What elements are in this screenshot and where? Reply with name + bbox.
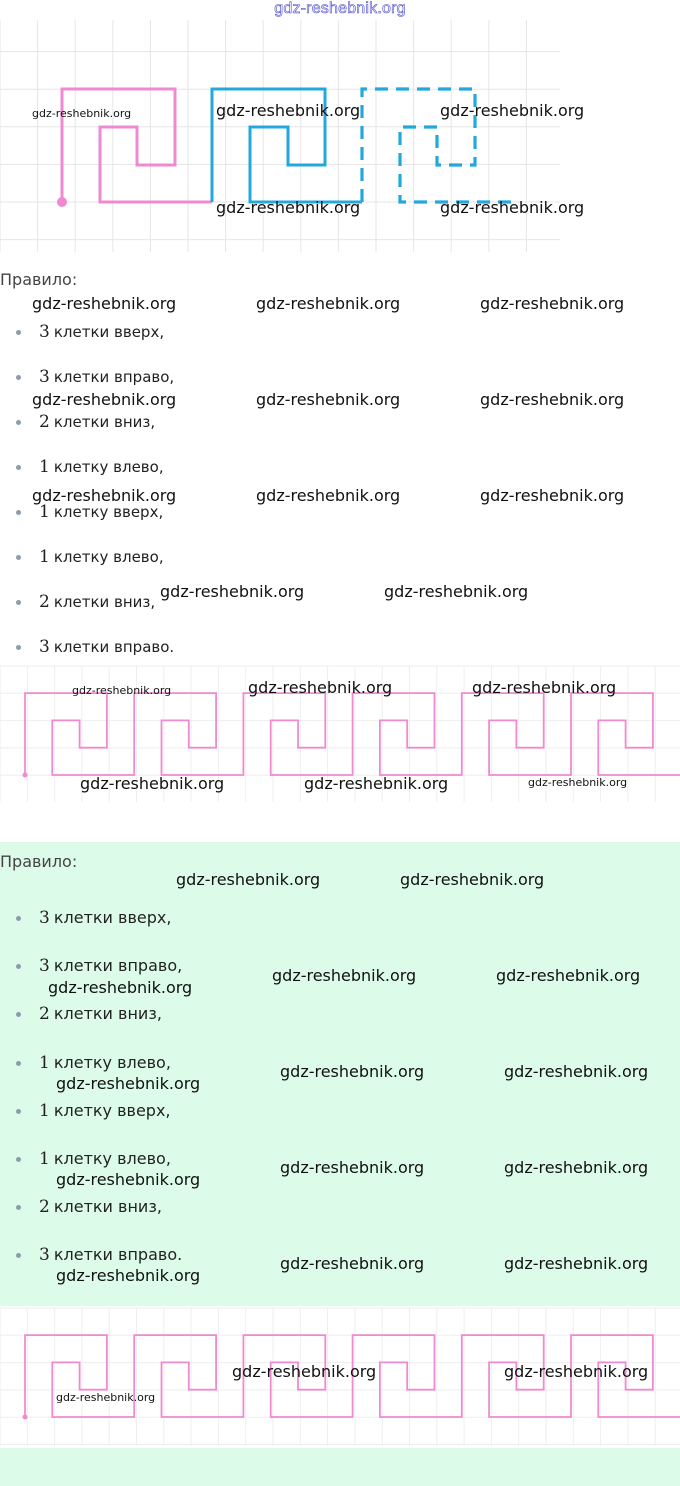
watermark: gdz-reshebnik.org [176,870,321,889]
rule-step: 2 клетки вниз, [16,1004,162,1024]
watermark: gdz-reshebnik.org [56,1266,201,1285]
bullet-icon [16,1205,21,1210]
watermark: gdz-reshebnik.org [32,486,177,505]
rule-step: 1 клетку влево, [16,547,164,567]
watermark: gdz-reshebnik.org [32,294,177,313]
watermark: gdz-reshebnik.org [72,684,172,697]
watermark: gdz-reshebnik.org [504,1362,649,1381]
bullet-icon [16,645,21,650]
rule-step: 2 клетки вниз, [16,412,155,432]
bullet-icon [16,510,21,515]
green-footer [0,1448,680,1486]
watermark: gdz-reshebnik.org [216,101,361,120]
watermark: gdz-reshebnik.org [304,774,449,793]
watermark: gdz-reshebnik.org [400,870,545,889]
watermark: gdz-reshebnik.org [160,582,305,601]
watermark: gdz-reshebnik.org [248,678,393,697]
rule-step: 1 клетку вверх, [16,502,163,522]
start-dot [57,197,67,207]
bullet-icon [16,1253,21,1258]
bullet-icon [16,330,21,335]
bullet-icon [16,375,21,380]
watermark: gdz-reshebnik.org [280,1254,425,1273]
watermark: gdz-reshebnik.org [56,1170,201,1189]
watermark: gdz-reshebnik.org [272,966,417,985]
bullet-icon [16,1109,21,1114]
watermark: gdz-reshebnik.org [56,1074,201,1093]
watermark: gdz-reshebnik.org [232,1362,377,1381]
pattern-figure-top [0,20,560,256]
rule-step: 3 клетки вправо. [16,637,174,657]
watermark: gdz-reshebnik.org [280,1062,425,1081]
watermark: gdz-reshebnik.org [504,1062,649,1081]
watermark: gdz-reshebnik.org [504,1158,649,1177]
watermark: gdz-reshebnik.org [80,774,225,793]
bullet-icon [16,964,21,969]
bullet-icon [16,420,21,425]
watermark: gdz-reshebnik.org [480,486,625,505]
rule-step: 1 клетку влево, [16,457,164,477]
rule-step: 1 клетку влево, [16,1149,171,1169]
watermark: gdz-reshebnik.org [472,678,617,697]
start-dot [23,773,28,778]
watermark: gdz-reshebnik.org [48,978,193,997]
rule-step: 3 клетки вверх, [16,908,171,928]
watermark: gdz-reshebnik.org [384,582,529,601]
bullet-icon [16,465,21,470]
watermark: gdz-reshebnik.org [440,198,585,217]
watermark: gdz-reshebnik.org [440,101,585,120]
watermark: gdz-reshebnik.org [256,486,401,505]
watermark: gdz-reshebnik.org [32,390,177,409]
bullet-icon [16,555,21,560]
rule-title: Правило: [0,270,78,289]
watermark: gdz-reshebnik.org [56,1391,156,1404]
watermark: gdz-reshebnik.org [256,294,401,313]
pink-pattern-path [62,89,212,202]
watermark: gdz-reshebnik.org [280,1158,425,1177]
watermark: gdz-reshebnik.org [528,776,628,789]
watermark: gdz-reshebnik.org [216,198,361,217]
watermark: gdz-reshebnik.org [480,294,625,313]
watermark: gdz-reshebnik.org [496,966,641,985]
bullet-icon [16,1061,21,1066]
rule-step: 3 клетки вправо, [16,956,182,976]
watermark: gdz-reshebnik.org [504,1254,649,1273]
start-dot [23,1415,28,1420]
watermark: gdz-reshebnik.org [256,390,401,409]
rule-step: 3 клетки вверх, [16,322,164,342]
rule-step: 3 клетки вправо, [16,367,174,387]
watermark: gdz-reshebnik.org [480,390,625,409]
bullet-icon [16,1157,21,1162]
bullet-icon [16,600,21,605]
watermark: gdz-reshebnik.org [32,107,132,120]
header-watermark: gdz-reshebnik.org [274,0,406,17]
rule-step: 2 клетки вниз, [16,1197,162,1217]
rule-step: 2 клетки вниз, [16,592,155,612]
bullet-icon [16,916,21,921]
rule-title: Правило: [0,852,78,871]
rule-step: 1 клетку вверх, [16,1101,171,1121]
rule-step: 1 клетку влево, [16,1053,171,1073]
rule-step: 3 клетки вправо. [16,1245,182,1265]
bullet-icon [16,1012,21,1017]
